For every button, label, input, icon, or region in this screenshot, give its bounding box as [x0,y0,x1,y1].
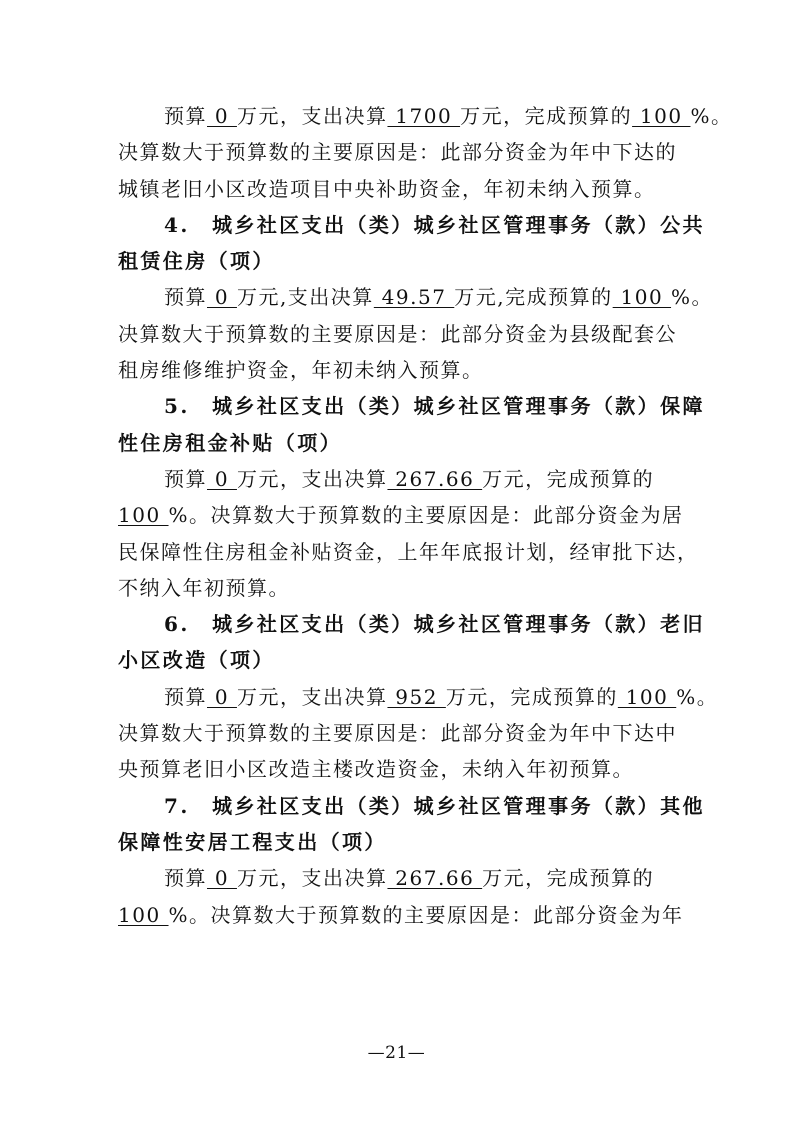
text-segment: %。决算数大于预算数的主要原因是：此部分资金为居 [168,503,684,528]
text-line [118,171,678,207]
text-segment: 小区改造（项） [118,648,275,673]
text-segment: 预算 [164,866,207,891]
text-line [118,715,678,751]
text-line [118,134,678,170]
underlined-value: 100 [118,902,169,927]
section-heading [118,243,678,279]
text-line [118,497,684,533]
text-line [118,860,678,896]
text-segment: 万元，完成预算的 [445,684,618,709]
text-segment: %。 [690,104,733,128]
text-segment: %。决算数大于预算数的主要原因是：此部分资金为年 [168,902,684,927]
underlined-value: 100 [612,285,672,310]
underlined-value: 0 [207,684,237,709]
text-segment: 万元，完成预算的 [460,104,633,128]
text-line [118,352,678,388]
text-line [118,279,714,315]
text-segment: 5. 城乡社区支出（类）城乡社区管理事务（款）保障 [164,394,705,419]
section-heading [118,207,705,243]
text-segment: 万元,支出决算 [236,285,374,310]
text-segment: 决算数大于预算数的主要原因是：此部分资金为年中下达中 [118,721,677,746]
text-segment: 决算数大于预算数的主要原因是：此部分资金为县级配套公 [118,321,677,346]
document-body [118,98,733,933]
underlined-value: 267.66 [387,866,483,891]
underlined-value: 0 [207,866,237,891]
text-segment: 万元，支出决算 [236,466,388,491]
underlined-value: 0 [207,466,237,491]
text-segment: 城镇老旧小区改造项目中央补助资金，年初未纳入预算。 [118,176,656,201]
text-line [118,679,719,715]
text-segment: 万元，支出决算 [236,866,388,891]
text-segment: 6. 城乡社区支出（类）城乡社区管理事务（款）老旧 [164,612,705,637]
page-number: —21— [367,1043,426,1063]
underlined-value: 1700 [387,104,461,128]
underlined-value: 100 [617,684,677,709]
text-segment: 租房维修维护资金，年初未纳入预算。 [118,358,484,383]
text-segment: 4. 城乡社区支出（类）城乡社区管理事务（款）公共 [164,212,705,237]
text-segment: 预算 [164,104,207,128]
underlined-value: 100 [118,503,169,528]
text-segment: 7. 城乡社区支出（类）城乡社区管理事务（款）其他 [164,793,705,818]
underlined-value: 0 [207,104,237,128]
underlined-value: 952 [387,684,446,709]
text-segment: 预算 [164,466,207,491]
underlined-value: 100 [632,104,691,128]
text-segment: 民保障性住房租金补贴资金，上年年底报计划，经审批下达， [118,539,699,564]
text-segment: 租赁住房（项） [118,249,275,274]
text-line [118,570,678,606]
text-segment: 预算 [164,285,207,310]
text-segment: 预算 [164,684,207,709]
section-heading [118,788,705,824]
text-segment: 央预算老旧小区改造主楼改造资金，未纳入年初预算。 [118,757,634,782]
text-segment: 万元，完成预算的 [482,866,655,891]
section-heading [118,425,678,461]
section-heading [118,642,678,678]
text-line [118,534,699,570]
underlined-value: 49.57 [373,285,455,310]
section-heading [118,388,705,424]
text-line [118,461,678,497]
text-line [118,897,684,933]
text-line [118,751,678,787]
text-segment: 万元，完成预算的 [482,466,655,491]
text-segment: 万元，支出决算 [236,684,388,709]
text-segment: %。 [676,684,719,709]
text-segment: 万元，支出决算 [236,104,388,128]
text-line [118,316,678,352]
text-segment: %。 [671,285,714,310]
section-heading [118,606,705,642]
text-line [118,98,733,134]
text-segment: 不纳入年初预算。 [118,575,290,600]
section-heading [118,824,678,860]
text-segment: 保障性安居工程支出（项） [118,829,387,854]
underlined-value: 267.66 [387,466,483,491]
text-segment: 性住房租金补贴（项） [118,430,342,455]
underlined-value: 0 [207,285,237,310]
text-segment: 万元,完成预算的 [454,285,613,310]
text-segment: 决算数大于预算数的主要原因是：此部分资金为年中下达的 [118,140,677,165]
